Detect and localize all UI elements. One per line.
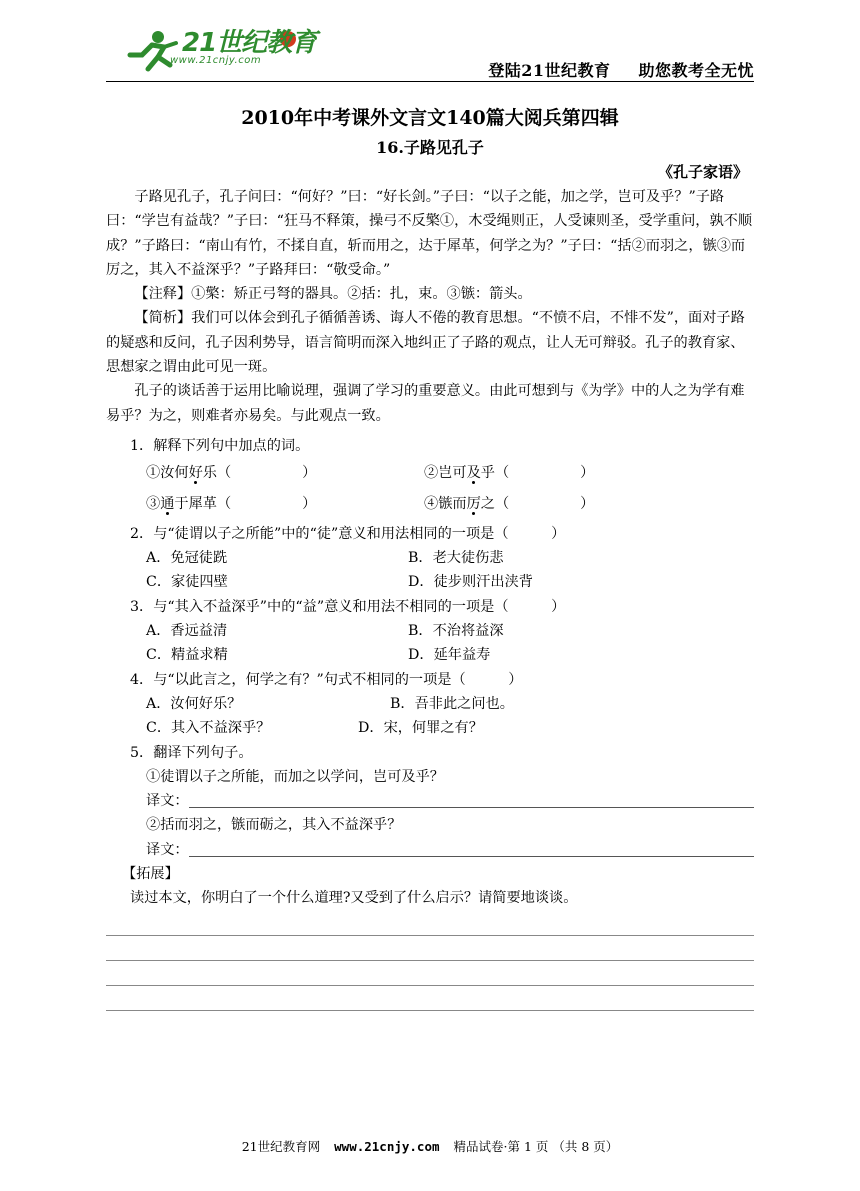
- slogan-right: 助您教考全无忧: [638, 61, 754, 80]
- q1-item-d: ④镞而厉之（ ）: [424, 495, 595, 512]
- q4-option-b: B．吾非此之问也。: [390, 695, 514, 712]
- q5-stem: 5．翻译下列句子。: [130, 744, 253, 761]
- dotted-word: 及: [466, 465, 481, 482]
- extension-prompt: 读过本文，你明白了一个什么道理?又受到了什么启示？请简要地谈谈。: [130, 890, 578, 907]
- slogan-left: 登陆21世纪教育: [488, 61, 611, 80]
- q5-answer-1[interactable]: [106, 789, 754, 813]
- q2-option-b: B．老大徒伤悲: [408, 550, 504, 567]
- notes: 【注释】①檠：矫正弓弩的器具。②括：扎，束。③镞：箭头。: [134, 286, 532, 303]
- q2-stem: 2．与“徒谓以子之所能”中的“徒”意义和用法相同的一项是（ ）: [130, 525, 566, 542]
- header-rule: [106, 81, 754, 82]
- q4-options-2: [106, 716, 754, 740]
- answer-line[interactable]: [106, 961, 754, 986]
- q4-stem: 4．与“以此言之，何学之有？”句式不相同的一项是（ ）: [130, 671, 523, 688]
- translation-label: 译文：: [146, 841, 189, 858]
- q4-options-1: [106, 692, 754, 716]
- dotted-word: 厉: [466, 495, 481, 512]
- q2-option-c: C．家徒四壁: [146, 574, 228, 591]
- logo-url: www.21cnjy.com: [170, 55, 262, 66]
- page-title: 2010年中考课外文言文140篇大阅兵第四辑: [241, 107, 619, 129]
- q3-option-c: C．精益求精: [146, 647, 228, 664]
- q2-option-d: D．徒步则汗出浃背: [408, 574, 533, 591]
- logo-brand: 21世纪教育: [182, 28, 317, 58]
- q1-row-2: [106, 492, 754, 516]
- q4-option-d: D．宋，何罪之有？: [358, 720, 483, 737]
- dotted-word: 通: [160, 495, 175, 512]
- article-title: 16.子路见孔子: [376, 138, 484, 157]
- q4-option-a: A．汝何好乐？: [146, 695, 242, 712]
- q2-options-1: [106, 546, 754, 570]
- q3-options-1: [106, 619, 754, 643]
- answer-line[interactable]: [189, 789, 754, 808]
- q5-sentence-1: ①徒谓以子之所能，而加之以学问，岂可及乎？: [146, 768, 444, 785]
- q3-stem: 3．与“其入不益深乎”中的“益”意义和用法不相同的一项是（ ）: [130, 598, 566, 615]
- answer-line[interactable]: [106, 986, 754, 1011]
- q1-item-b: ②岂可及乎（ ）: [424, 465, 595, 482]
- q1-stem: 1．解释下列句中加点的词。: [130, 437, 310, 454]
- q3-option-b: B．不治将益深: [408, 623, 504, 640]
- q3-option-a: A．香远益清: [146, 623, 228, 640]
- page-footer: [0, 1137, 860, 1155]
- q1-item-c: ③通于犀革（ ）: [146, 495, 317, 512]
- q2-option-a: A．免冠徒跣: [146, 550, 228, 567]
- q3-options-2: [106, 643, 754, 667]
- q1-item-a: ①汝何好乐（ ）: [146, 465, 317, 482]
- q2-options-2: [106, 570, 754, 594]
- q3-option-d: D．延年益寿: [408, 647, 491, 664]
- analysis: 【简析】我们可以体会到孔子循循善诱、诲人不倦的教育思想。“不愤不启，不悱不发”，面对子路的疑惑和反问，孔子因利势导，语言简明而深入地纠正了子路的观点，让人无可辩驳。孔子的教育家、思想家之谓由此可见一斑。: [106, 310, 745, 376]
- translation-label: 译文：: [146, 793, 189, 810]
- comment: 孔子的谈话善于运用比喻说理，强调了学习的重要意义。由此可想到与《为学》中的人之为学有难易乎？为之，则难者亦易矣。与此观点一致。: [106, 383, 745, 424]
- extension-heading: 【拓展】: [122, 866, 179, 883]
- q4-option-c: C．其入不益深乎？: [146, 720, 271, 737]
- article-source: 《孔子家语》: [657, 163, 748, 181]
- footer-site-link[interactable]: www.21cnjy.com: [334, 1139, 440, 1154]
- answer-line[interactable]: [189, 838, 754, 857]
- q5-answer-2[interactable]: [106, 838, 754, 862]
- q5-sentence-2: ②括而羽之，镞而砺之，其入不益深乎？: [146, 817, 402, 834]
- footer-left: 21世纪教育网: [241, 1139, 321, 1154]
- q1-row-1: [106, 461, 754, 485]
- answer-line[interactable]: [106, 936, 754, 961]
- footer-page-info: 精品试卷·第 1 页 （共 8 页）: [453, 1139, 619, 1154]
- header-slogan: [488, 58, 754, 81]
- document-body: [106, 185, 754, 1011]
- answer-line[interactable]: [106, 911, 754, 936]
- dotted-word: 好: [188, 465, 203, 482]
- passage: 子路见孔子，孔子问曰：“何好？”曰：“好长剑。”子曰：“以子之能，加之学，岂可及乎？”子路曰：“学岂有益哉？”子曰：“狂马不释策，操弓不反檠①，木受绳则正，人受谏则圣，受学重问，孰不顺成？”子路曰：“南山有竹，不揉自直，斩而用之，达于犀革，何学之为？”子曰：“括②而羽之，镞③而厉之，其入不益深乎？”子路拜曰：“敬受命。”: [106, 189, 753, 278]
